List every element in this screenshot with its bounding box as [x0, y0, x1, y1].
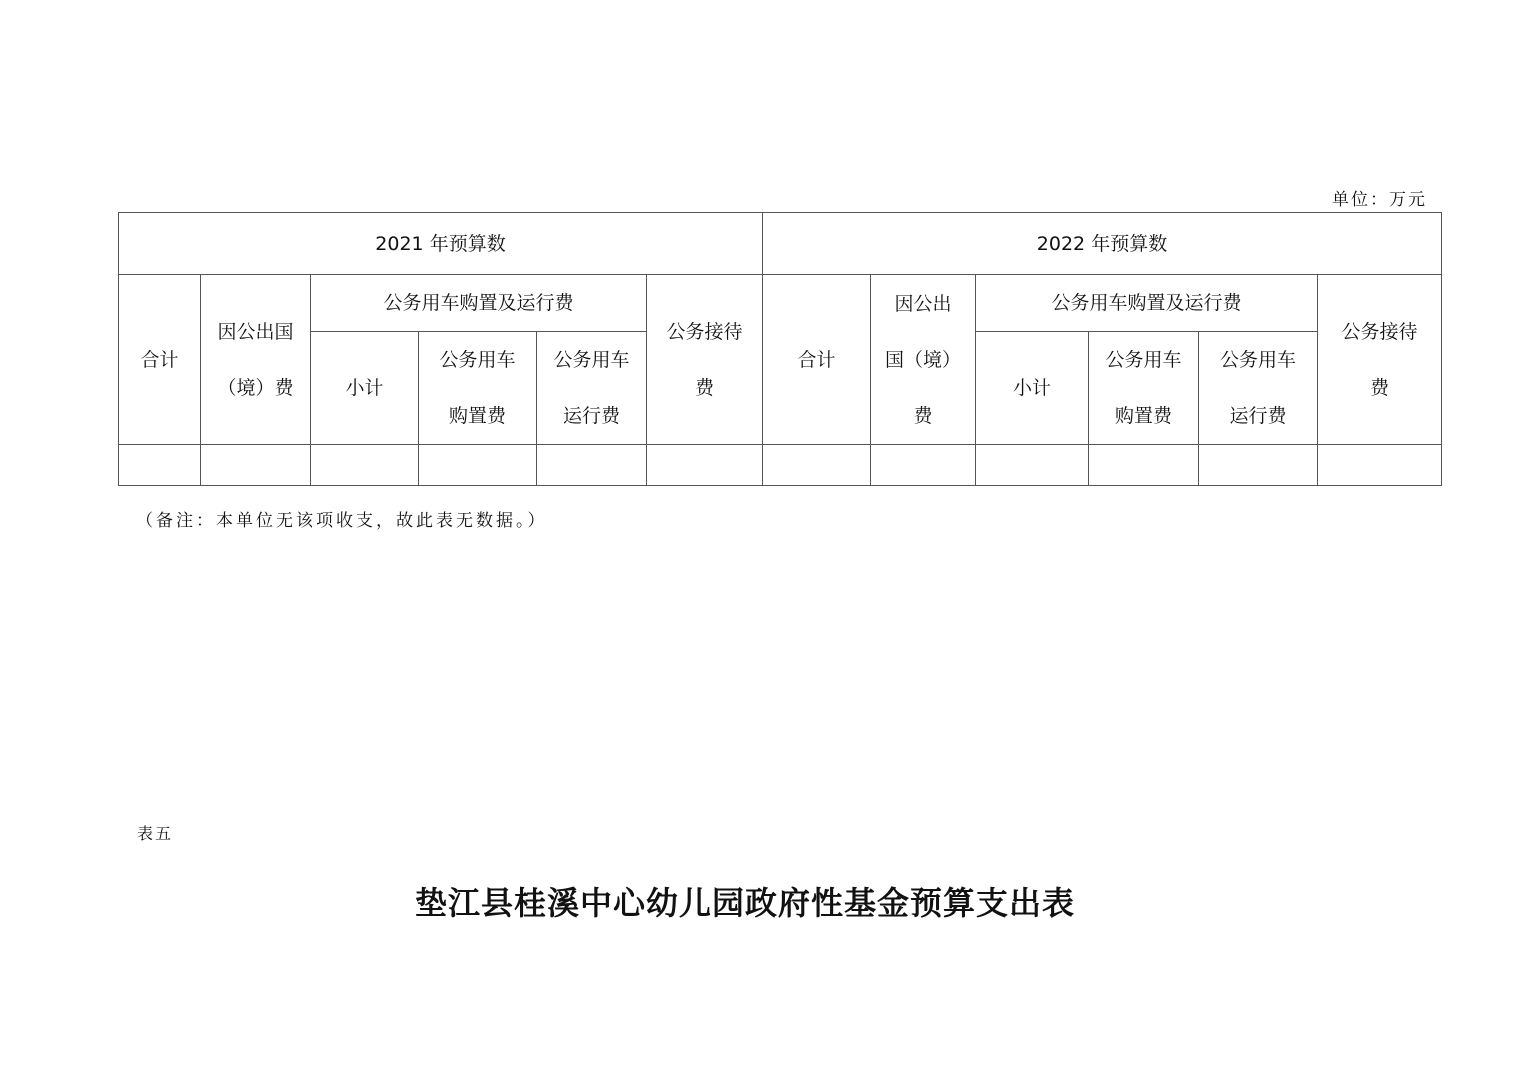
header-2022-reception-line1: 公务接待: [1341, 320, 1418, 343]
header-2022-operation-line1: 公务用车: [1219, 349, 1296, 371]
header-2022-vehicle-group: 公务用车购置及运行费: [976, 275, 1318, 332]
header-2022-budget: 2022 年预算数: [763, 213, 1442, 275]
header-2021-operation-line2: 运行费: [562, 405, 620, 427]
header-2022-abroad-line1: 因公出: [894, 292, 952, 315]
header-2021-reception-line2: 费: [694, 376, 714, 399]
data-cell: [311, 445, 419, 486]
data-cell: [1318, 445, 1442, 486]
header-2021-purchase-line2: 购置费: [448, 405, 506, 427]
header-2022-reception-fee: [1318, 275, 1442, 445]
header-2021-subtotal: 小计: [311, 332, 419, 445]
data-cell: [871, 445, 976, 486]
header-2022-abroad-fee: [871, 275, 976, 445]
budget-table: [118, 212, 1442, 486]
header-2022-purchase-line1: 公务用车: [1105, 349, 1182, 371]
data-cell: [419, 445, 537, 486]
header-2022-abroad-line3: 费: [913, 404, 933, 427]
table-number-label: 表五: [137, 824, 174, 843]
unit-label: 单位：万元: [1332, 190, 1427, 210]
header-2021-abroad-line1: 因公出国: [217, 320, 294, 343]
header-2022-abroad-line2: 国（境）: [884, 348, 961, 371]
header-2021-vehicle-group: 公务用车购置及运行费: [311, 275, 647, 332]
data-cell: [1089, 445, 1199, 486]
header-row-years: [119, 213, 1442, 275]
table-row: [119, 445, 1442, 486]
header-2022-reception-line2: 费: [1369, 376, 1389, 399]
header-2022-total: 合计: [763, 275, 871, 445]
header-2022-purchase-line2: 购置费: [1114, 405, 1172, 427]
header-2021-abroad-line2: （境）费: [217, 376, 294, 399]
page-title: 垫江县桂溪中心幼儿园政府性基金预算支出表: [414, 884, 1075, 922]
header-2021-purchase-line1: 公务用车: [439, 349, 516, 371]
header-2021-budget: 2021 年预算数: [119, 213, 763, 275]
data-cell: [976, 445, 1089, 486]
data-cell: [763, 445, 871, 486]
header-2021-abroad-fee: [201, 275, 311, 445]
budget-table-container: [118, 212, 1441, 486]
header-2022-operation-line2: 运行费: [1229, 405, 1287, 427]
header-row-categories: [119, 275, 1442, 332]
header-2021-reception-fee: [647, 275, 763, 445]
header-2021-vehicle-purchase: [419, 332, 537, 445]
data-cell: [647, 445, 763, 486]
header-2021-reception-line1: 公务接待: [666, 320, 743, 343]
header-2021-operation-line1: 公务用车: [553, 349, 630, 371]
header-2021-vehicle-operation: [537, 332, 647, 445]
data-cell: [201, 445, 311, 486]
data-cell: [119, 445, 201, 486]
header-2022-vehicle-purchase: [1089, 332, 1199, 445]
data-cell: [1199, 445, 1318, 486]
header-2022-vehicle-operation: [1199, 332, 1318, 445]
table-note: （备注：本单位无该项收支，故此表无数据。）: [136, 511, 548, 531]
data-cell: [537, 445, 647, 486]
header-2022-subtotal: 小计: [976, 332, 1089, 445]
header-2021-total: 合计: [119, 275, 201, 445]
